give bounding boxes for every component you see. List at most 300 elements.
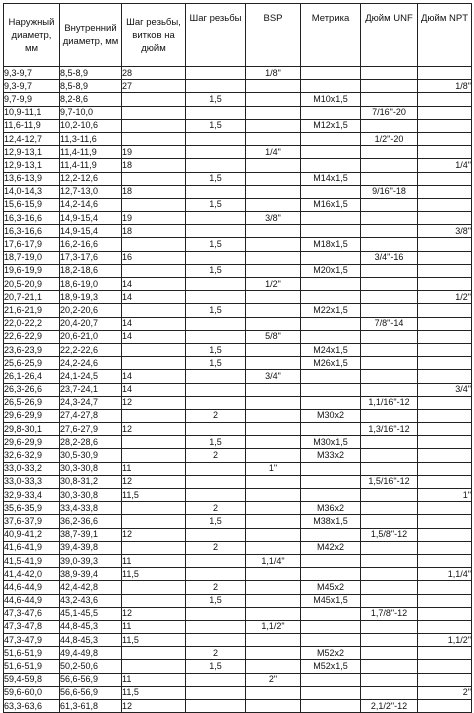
inner-diameter-cell: 27,6-27,9 <box>60 423 122 436</box>
npt-cell <box>418 304 472 317</box>
table-row <box>4 291 472 304</box>
npt-cell <box>418 264 472 277</box>
unf-cell <box>361 80 418 93</box>
metric-cell <box>301 489 361 502</box>
metric-cell: M30x2 <box>301 409 361 422</box>
pitch-cell: 2 <box>186 647 246 660</box>
bsp-cell <box>246 489 301 502</box>
pitch-cell: 1,5 <box>186 594 246 607</box>
tpi-cell: 12 <box>122 423 186 436</box>
inner-diameter-cell: 8,5-8,9 <box>60 67 122 80</box>
bsp-cell: 1" <box>246 462 301 475</box>
inner-diameter-cell: 22,2-22,6 <box>60 343 122 356</box>
outer-diameter-cell: 29,8-30,1 <box>4 423 60 436</box>
table-row <box>4 172 472 185</box>
unf-cell <box>361 304 418 317</box>
npt-cell <box>418 106 472 119</box>
table-row <box>4 660 472 673</box>
metric-cell: M30x1,5 <box>301 436 361 449</box>
tpi-cell: 11,5 <box>122 634 186 647</box>
unf-cell <box>361 541 418 554</box>
inner-diameter-cell: 42,4-42,8 <box>60 581 122 594</box>
pitch-cell: 1,5 <box>186 93 246 106</box>
tpi-cell <box>122 304 186 317</box>
outer-diameter-cell: 20,5-20,9 <box>4 278 60 291</box>
outer-diameter-cell: 29,6-29,9 <box>4 409 60 422</box>
npt-cell <box>418 436 472 449</box>
bsp-cell: 5/8" <box>246 330 301 343</box>
inner-diameter-cell: 8,2-8,6 <box>60 93 122 106</box>
pitch-cell: 2 <box>186 409 246 422</box>
bsp-cell <box>246 343 301 356</box>
metric-cell <box>301 686 361 699</box>
header-tpi: Шаг резьбы, витков на дюйм <box>122 4 186 67</box>
pitch-cell: 1,5 <box>186 660 246 673</box>
pitch-cell <box>186 634 246 647</box>
table-row <box>4 489 472 502</box>
outer-diameter-cell: 32,6-32,9 <box>4 449 60 462</box>
pitch-cell <box>186 212 246 225</box>
outer-diameter-cell: 51,6-51,9 <box>4 660 60 673</box>
table-row <box>4 673 472 686</box>
table-row <box>4 343 472 356</box>
inner-diameter-cell: 30,5-30,9 <box>60 449 122 462</box>
metric-cell <box>301 80 361 93</box>
inner-diameter-cell: 14,9-15,4 <box>60 212 122 225</box>
table-row <box>4 620 472 633</box>
table-row <box>4 568 472 581</box>
tpi-cell <box>122 436 186 449</box>
bsp-cell: 1/2" <box>246 278 301 291</box>
inner-diameter-cell: 23,7-24,1 <box>60 383 122 396</box>
tpi-cell <box>122 409 186 422</box>
table-row <box>4 502 472 515</box>
header-bsp: BSP <box>246 4 301 67</box>
bsp-cell <box>246 304 301 317</box>
outer-diameter-cell: 63,3-63,6 <box>4 700 60 713</box>
tpi-cell <box>122 119 186 132</box>
npt-cell <box>418 462 472 475</box>
table-row <box>4 106 472 119</box>
inner-diameter-cell: 12,7-13,0 <box>60 185 122 198</box>
unf-cell <box>361 436 418 449</box>
unf-cell <box>361 554 418 567</box>
pitch-cell: 2 <box>186 541 246 554</box>
table-row <box>4 396 472 409</box>
table-body <box>4 67 472 713</box>
tpi-cell <box>122 93 186 106</box>
metric-cell <box>301 67 361 80</box>
header-unf: Дюйм UNF <box>361 4 418 67</box>
bsp-cell: 3/8" <box>246 212 301 225</box>
outer-diameter-cell: 15,6-15,9 <box>4 198 60 211</box>
npt-cell <box>418 146 472 159</box>
metric-cell: M24x1,5 <box>301 343 361 356</box>
bsp-cell <box>246 436 301 449</box>
inner-diameter-cell: 49,4-49,8 <box>60 647 122 660</box>
metric-cell: M20x1,5 <box>301 264 361 277</box>
npt-cell: 1,1/4" <box>418 568 472 581</box>
bsp-cell <box>246 317 301 330</box>
npt-cell <box>418 67 472 80</box>
unf-cell <box>361 660 418 673</box>
outer-diameter-cell: 47,3-47,8 <box>4 620 60 633</box>
unf-cell <box>361 264 418 277</box>
bsp-cell <box>246 119 301 132</box>
bsp-cell <box>246 106 301 119</box>
metric-cell <box>301 383 361 396</box>
unf-cell <box>361 172 418 185</box>
outer-diameter-cell: 32,9-33,4 <box>4 489 60 502</box>
metric-cell: M38x1,5 <box>301 515 361 528</box>
outer-diameter-cell: 9,7-9,9 <box>4 93 60 106</box>
tpi-cell: 12 <box>122 475 186 488</box>
tpi-cell: 14 <box>122 317 186 330</box>
npt-cell <box>418 198 472 211</box>
metric-cell <box>301 370 361 383</box>
npt-cell <box>418 330 472 343</box>
unf-cell <box>361 647 418 660</box>
table-row <box>4 423 472 436</box>
metric-cell: M36x2 <box>301 502 361 515</box>
unf-cell <box>361 93 418 106</box>
bsp-cell <box>246 383 301 396</box>
unf-cell <box>361 594 418 607</box>
inner-diameter-cell: 56,6-56,9 <box>60 686 122 699</box>
inner-diameter-cell: 14,9-15,4 <box>60 225 122 238</box>
unf-cell: 9/16"-18 <box>361 185 418 198</box>
inner-diameter-cell: 24,2-24,6 <box>60 357 122 370</box>
metric-cell <box>301 251 361 264</box>
inner-diameter-cell: 24,3-24,7 <box>60 396 122 409</box>
pitch-cell: 1,5 <box>186 264 246 277</box>
unf-cell: 3/4"-16 <box>361 251 418 264</box>
inner-diameter-cell: 18,6-19,0 <box>60 278 122 291</box>
pitch-cell <box>186 291 246 304</box>
pitch-cell <box>186 554 246 567</box>
header-npt: Дюйм NPT <box>418 4 472 67</box>
tpi-cell <box>122 449 186 462</box>
outer-diameter-cell: 12,4-12,7 <box>4 132 60 145</box>
pitch-cell: 1,5 <box>186 515 246 528</box>
inner-diameter-cell: 24,1-24,5 <box>60 370 122 383</box>
outer-diameter-cell: 59,4-59,8 <box>4 673 60 686</box>
thread-size-table <box>3 3 472 713</box>
metric-cell <box>301 132 361 145</box>
inner-diameter-cell: 16,2-16,6 <box>60 238 122 251</box>
outer-diameter-cell: 59,6-60,0 <box>4 686 60 699</box>
pitch-cell: 1,5 <box>186 357 246 370</box>
outer-diameter-cell: 14,0-14,3 <box>4 185 60 198</box>
unf-cell <box>361 581 418 594</box>
bsp-cell <box>246 528 301 541</box>
unf-cell <box>361 212 418 225</box>
pitch-cell <box>186 185 246 198</box>
metric-cell: M52x2 <box>301 647 361 660</box>
npt-cell <box>418 343 472 356</box>
bsp-cell <box>246 594 301 607</box>
npt-cell: 3/4" <box>418 383 472 396</box>
pitch-cell <box>186 607 246 620</box>
outer-diameter-cell: 47,3-47,6 <box>4 607 60 620</box>
outer-diameter-cell: 26,5-26,9 <box>4 396 60 409</box>
inner-diameter-cell: 38,7-39,1 <box>60 528 122 541</box>
unf-cell <box>361 278 418 291</box>
npt-cell: 1" <box>418 489 472 502</box>
metric-cell: M12x1,5 <box>301 119 361 132</box>
pitch-cell <box>186 383 246 396</box>
table-row <box>4 357 472 370</box>
tpi-cell: 12 <box>122 528 186 541</box>
table-row <box>4 146 472 159</box>
tpi-cell: 12 <box>122 700 186 713</box>
pitch-cell <box>186 67 246 80</box>
bsp-cell <box>246 291 301 304</box>
metric-cell <box>301 607 361 620</box>
table-row <box>4 541 472 554</box>
unf-cell <box>361 449 418 462</box>
tpi-cell: 14 <box>122 370 186 383</box>
metric-cell <box>301 396 361 409</box>
outer-diameter-cell: 41,5-41,9 <box>4 554 60 567</box>
bsp-cell <box>246 251 301 264</box>
inner-diameter-cell: 44,8-45,3 <box>60 634 122 647</box>
inner-diameter-cell: 36,2-36,6 <box>60 515 122 528</box>
bsp-cell <box>246 264 301 277</box>
table-row <box>4 304 472 317</box>
pitch-cell: 1,5 <box>186 238 246 251</box>
metric-cell <box>301 330 361 343</box>
inner-diameter-cell: 50,2-50,6 <box>60 660 122 673</box>
metric-cell <box>301 475 361 488</box>
metric-cell: M26x1,5 <box>301 357 361 370</box>
pitch-cell <box>186 106 246 119</box>
npt-cell <box>418 554 472 567</box>
inner-diameter-cell: 44,8-45,3 <box>60 620 122 633</box>
unf-cell: 2,1/2"-12 <box>361 700 418 713</box>
outer-diameter-cell: 44,6-44,9 <box>4 581 60 594</box>
inner-diameter-cell: 18,2-18,6 <box>60 264 122 277</box>
outer-diameter-cell: 33,0-33,3 <box>4 475 60 488</box>
bsp-cell <box>246 357 301 370</box>
unf-cell <box>361 370 418 383</box>
metric-cell <box>301 278 361 291</box>
header-row <box>4 4 472 67</box>
npt-cell <box>418 172 472 185</box>
tpi-cell <box>122 132 186 145</box>
table-row <box>4 132 472 145</box>
unf-cell: 1,5/8"-12 <box>361 528 418 541</box>
metric-cell <box>301 568 361 581</box>
tpi-cell: 14 <box>122 330 186 343</box>
header-metric: Метрика <box>301 4 361 67</box>
metric-cell <box>301 673 361 686</box>
table-row <box>4 317 472 330</box>
unf-cell <box>361 686 418 699</box>
inner-diameter-cell: 11,3-11,6 <box>60 132 122 145</box>
metric-cell: M52x1,5 <box>301 660 361 673</box>
unf-cell <box>361 330 418 343</box>
bsp-cell <box>246 396 301 409</box>
tpi-cell: 11 <box>122 554 186 567</box>
unf-cell <box>361 620 418 633</box>
metric-cell: M16x1,5 <box>301 198 361 211</box>
unf-cell <box>361 67 418 80</box>
bsp-cell: 3/4" <box>246 370 301 383</box>
tpi-cell: 11,5 <box>122 686 186 699</box>
metric-cell <box>301 225 361 238</box>
npt-cell <box>418 423 472 436</box>
table-row <box>4 185 472 198</box>
tpi-cell <box>122 515 186 528</box>
inner-diameter-cell: 39,4-39,8 <box>60 541 122 554</box>
metric-cell <box>301 106 361 119</box>
npt-cell <box>418 449 472 462</box>
tpi-cell: 11 <box>122 673 186 686</box>
bsp-cell <box>246 541 301 554</box>
outer-diameter-cell: 35,6-35,9 <box>4 502 60 515</box>
unf-cell: 1,3/16"-12 <box>361 423 418 436</box>
npt-cell <box>418 119 472 132</box>
unf-cell <box>361 515 418 528</box>
bsp-cell <box>246 515 301 528</box>
table-row <box>4 515 472 528</box>
metric-cell: M22x1,5 <box>301 304 361 317</box>
tpi-cell: 14 <box>122 383 186 396</box>
table-row <box>4 264 472 277</box>
outer-diameter-cell: 18,7-19,0 <box>4 251 60 264</box>
bsp-cell <box>246 700 301 713</box>
unf-cell <box>361 673 418 686</box>
bsp-cell <box>246 225 301 238</box>
inner-diameter-cell: 43,2-43,6 <box>60 594 122 607</box>
bsp-cell <box>246 132 301 145</box>
table-row <box>4 607 472 620</box>
table-row <box>4 93 472 106</box>
outer-diameter-cell: 20,7-21,1 <box>4 291 60 304</box>
npt-cell: 1/2" <box>418 291 472 304</box>
pitch-cell <box>186 396 246 409</box>
npt-cell <box>418 357 472 370</box>
metric-cell <box>301 462 361 475</box>
metric-cell: M42x2 <box>301 541 361 554</box>
tpi-cell: 12 <box>122 607 186 620</box>
bsp-cell <box>246 634 301 647</box>
outer-diameter-cell: 13,6-13,9 <box>4 172 60 185</box>
outer-diameter-cell: 29,6-29,9 <box>4 436 60 449</box>
tpi-cell: 11 <box>122 462 186 475</box>
tpi-cell: 12 <box>122 396 186 409</box>
table-row <box>4 212 472 225</box>
outer-diameter-cell: 19,6-19,9 <box>4 264 60 277</box>
inner-diameter-cell: 33,4-33,8 <box>60 502 122 515</box>
inner-diameter-cell: 18,9-19,3 <box>60 291 122 304</box>
unf-cell <box>361 119 418 132</box>
outer-diameter-cell: 41,4-42,0 <box>4 568 60 581</box>
bsp-cell <box>246 647 301 660</box>
tpi-cell: 18 <box>122 225 186 238</box>
npt-cell <box>418 238 472 251</box>
unf-cell <box>361 489 418 502</box>
inner-diameter-cell: 11,4-11,9 <box>60 146 122 159</box>
outer-diameter-cell: 17,6-17,9 <box>4 238 60 251</box>
pitch-cell: 1,5 <box>186 198 246 211</box>
metric-cell <box>301 317 361 330</box>
outer-diameter-cell: 25,6-25,9 <box>4 357 60 370</box>
tpi-cell <box>122 502 186 515</box>
table-row <box>4 686 472 699</box>
bsp-cell <box>246 581 301 594</box>
metric-cell: M33x2 <box>301 449 361 462</box>
pitch-cell <box>186 278 246 291</box>
bsp-cell <box>246 660 301 673</box>
npt-cell <box>418 673 472 686</box>
bsp-cell: 1/8" <box>246 67 301 80</box>
bsp-cell: 1,1/4" <box>246 554 301 567</box>
outer-diameter-cell: 12,9-13,1 <box>4 146 60 159</box>
bsp-cell <box>246 159 301 172</box>
bsp-cell <box>246 607 301 620</box>
pitch-cell <box>186 80 246 93</box>
table-row <box>4 238 472 251</box>
npt-cell <box>418 515 472 528</box>
outer-diameter-cell: 21,6-21,9 <box>4 304 60 317</box>
metric-cell <box>301 423 361 436</box>
table-row <box>4 462 472 475</box>
inner-diameter-cell: 27,4-27,8 <box>60 409 122 422</box>
bsp-cell: 1/4" <box>246 146 301 159</box>
unf-cell <box>361 146 418 159</box>
pitch-cell <box>186 620 246 633</box>
pitch-cell <box>186 146 246 159</box>
unf-cell: 7/16"-20 <box>361 106 418 119</box>
tpi-cell: 11,5 <box>122 489 186 502</box>
tpi-cell <box>122 357 186 370</box>
unf-cell <box>361 383 418 396</box>
table-row <box>4 554 472 567</box>
tpi-cell <box>122 594 186 607</box>
pitch-cell: 2 <box>186 581 246 594</box>
bsp-cell: 1,1/2" <box>246 620 301 633</box>
outer-diameter-cell: 26,1-26,4 <box>4 370 60 383</box>
outer-diameter-cell: 12,9-13,1 <box>4 159 60 172</box>
table-row <box>4 647 472 660</box>
npt-cell <box>418 251 472 264</box>
unf-cell <box>361 198 418 211</box>
pitch-cell: 1,5 <box>186 119 246 132</box>
outer-diameter-cell: 16,3-16,6 <box>4 212 60 225</box>
inner-diameter-cell: 61,3-61,8 <box>60 700 122 713</box>
bsp-cell <box>246 449 301 462</box>
outer-diameter-cell: 41,6-41,9 <box>4 541 60 554</box>
tpi-cell: 19 <box>122 212 186 225</box>
pitch-cell <box>186 489 246 502</box>
inner-diameter-cell: 8,5-8,9 <box>60 80 122 93</box>
outer-diameter-cell: 9,3-9,7 <box>4 80 60 93</box>
bsp-cell <box>246 409 301 422</box>
npt-cell <box>418 132 472 145</box>
inner-diameter-cell: 10,2-10,6 <box>60 119 122 132</box>
table-row <box>4 449 472 462</box>
npt-cell <box>418 93 472 106</box>
tpi-cell <box>122 264 186 277</box>
tpi-cell: 19 <box>122 146 186 159</box>
npt-cell <box>418 594 472 607</box>
metric-cell <box>301 620 361 633</box>
table-row <box>4 67 472 80</box>
outer-diameter-cell: 51,6-51,9 <box>4 647 60 660</box>
table-row <box>4 634 472 647</box>
